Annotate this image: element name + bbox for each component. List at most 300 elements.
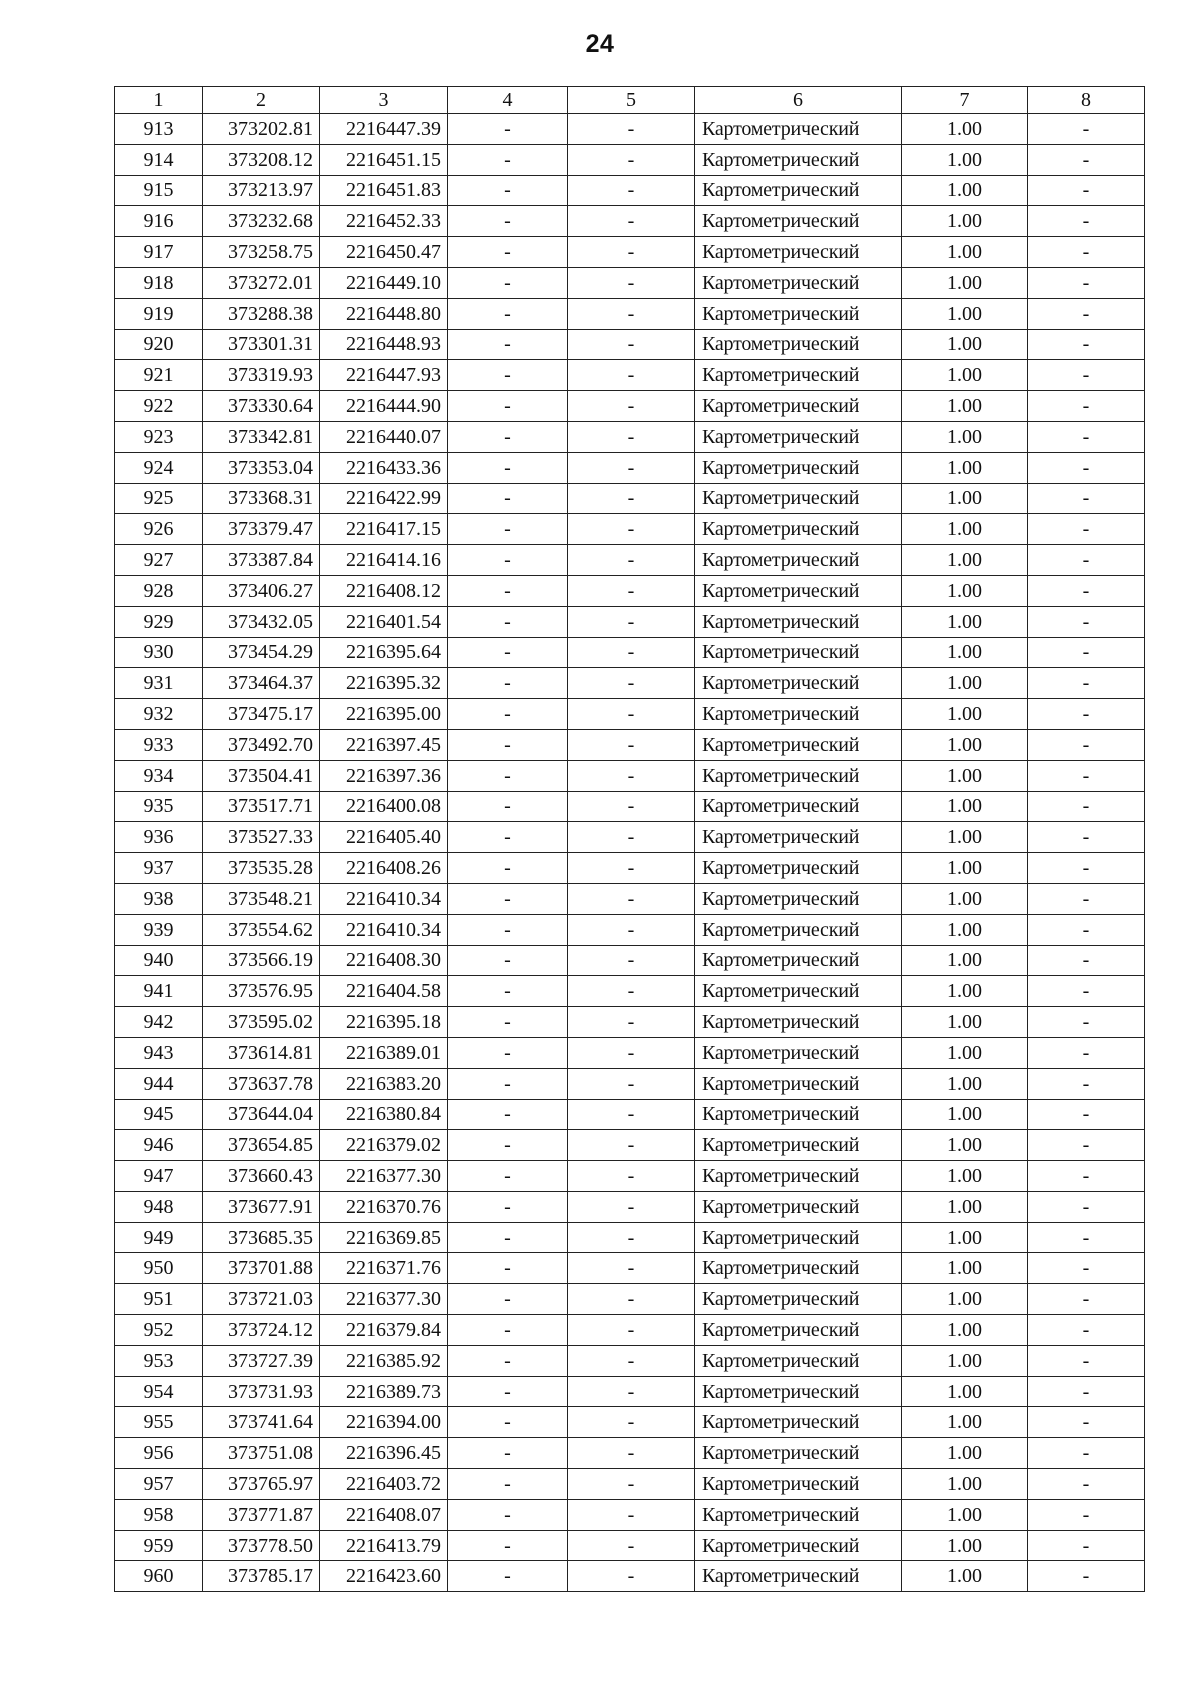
column-8-cell: - [1028, 329, 1145, 360]
column-4-cell: - [448, 1191, 568, 1222]
column-5-cell: - [568, 637, 695, 668]
table-row [115, 637, 1145, 668]
precision-cell: 1.00 [902, 144, 1028, 175]
method-cell: Картометрический [695, 452, 902, 483]
column-4-cell: - [448, 853, 568, 884]
table-row [115, 1007, 1145, 1038]
method-cell: Картометрический [695, 237, 902, 268]
x-coordinate-cell: 373644.04 [203, 1099, 320, 1130]
column-8-cell: - [1028, 945, 1145, 976]
point-number-cell: 948 [115, 1191, 203, 1222]
column-5-cell: - [568, 1530, 695, 1561]
method-cell: Картометрический [695, 391, 902, 422]
column-4-cell: - [448, 114, 568, 145]
point-number-cell: 942 [115, 1007, 203, 1038]
precision-cell: 1.00 [902, 729, 1028, 760]
x-coordinate-cell: 373368.31 [203, 483, 320, 514]
point-number-cell: 935 [115, 791, 203, 822]
precision-cell: 1.00 [902, 1253, 1028, 1284]
table-row [115, 483, 1145, 514]
method-cell: Картометрический [695, 267, 902, 298]
y-coordinate-cell: 2216397.36 [320, 760, 448, 791]
column-4-cell: - [448, 545, 568, 576]
column-4-cell: - [448, 1007, 568, 1038]
point-number-cell: 954 [115, 1376, 203, 1407]
column-8-cell: - [1028, 175, 1145, 206]
column-4-cell: - [448, 637, 568, 668]
x-coordinate-cell: 373454.29 [203, 637, 320, 668]
table-row [115, 1499, 1145, 1530]
method-cell: Картометрический [695, 637, 902, 668]
method-cell: Картометрический [695, 1469, 902, 1500]
x-coordinate-cell: 373202.81 [203, 114, 320, 145]
point-number-cell: 915 [115, 175, 203, 206]
x-coordinate-cell: 373301.31 [203, 329, 320, 360]
column-8-cell: - [1028, 883, 1145, 914]
column-8-cell: - [1028, 1315, 1145, 1346]
column-8-cell: - [1028, 1438, 1145, 1469]
y-coordinate-cell: 2216403.72 [320, 1469, 448, 1500]
precision-cell: 1.00 [902, 267, 1028, 298]
table-row [115, 1376, 1145, 1407]
column-8-cell: - [1028, 298, 1145, 329]
x-coordinate-cell: 373213.97 [203, 175, 320, 206]
column-4-cell: - [448, 1376, 568, 1407]
column-8-cell: - [1028, 514, 1145, 545]
precision-cell: 1.00 [902, 822, 1028, 853]
precision-cell: 1.00 [902, 1345, 1028, 1376]
point-number-cell: 929 [115, 606, 203, 637]
precision-cell: 1.00 [902, 483, 1028, 514]
table-row [115, 1561, 1145, 1592]
method-cell: Картометрический [695, 791, 902, 822]
coordinates-table [114, 86, 1145, 1592]
table-row [115, 945, 1145, 976]
column-8-cell: - [1028, 1499, 1145, 1530]
point-number-cell: 919 [115, 298, 203, 329]
y-coordinate-cell: 2216389.01 [320, 1037, 448, 1068]
x-coordinate-cell: 373406.27 [203, 575, 320, 606]
table-row [115, 1161, 1145, 1192]
column-4-cell: - [448, 391, 568, 422]
column-5-cell: - [568, 883, 695, 914]
precision-cell: 1.00 [902, 1037, 1028, 1068]
column-8-cell: - [1028, 1222, 1145, 1253]
x-coordinate-cell: 373727.39 [203, 1345, 320, 1376]
table-row [115, 298, 1145, 329]
column-8-cell: - [1028, 1130, 1145, 1161]
column-4-cell: - [448, 1345, 568, 1376]
table-row [115, 1438, 1145, 1469]
column-5-cell: - [568, 1561, 695, 1592]
column-4-cell: - [448, 298, 568, 329]
column-8-cell: - [1028, 1191, 1145, 1222]
column-4-cell: - [448, 1099, 568, 1130]
column-8-cell: - [1028, 267, 1145, 298]
method-cell: Картометрический [695, 1191, 902, 1222]
method-cell: Картометрический [695, 1161, 902, 1192]
column-4-cell: - [448, 914, 568, 945]
x-coordinate-cell: 373654.85 [203, 1130, 320, 1161]
table-row [115, 391, 1145, 422]
point-number-cell: 924 [115, 452, 203, 483]
y-coordinate-cell: 2216369.85 [320, 1222, 448, 1253]
method-cell: Картометрический [695, 329, 902, 360]
point-number-cell: 920 [115, 329, 203, 360]
point-number-cell: 946 [115, 1130, 203, 1161]
y-coordinate-cell: 2216451.15 [320, 144, 448, 175]
column-5-cell: - [568, 1191, 695, 1222]
precision-cell: 1.00 [902, 853, 1028, 884]
method-cell: Картометрический [695, 144, 902, 175]
x-coordinate-cell: 373566.19 [203, 945, 320, 976]
method-cell: Картометрический [695, 883, 902, 914]
precision-cell: 1.00 [902, 1099, 1028, 1130]
table-row [115, 514, 1145, 545]
table-row [115, 1191, 1145, 1222]
precision-cell: 1.00 [902, 175, 1028, 206]
point-number-cell: 959 [115, 1530, 203, 1561]
precision-cell: 1.00 [902, 945, 1028, 976]
x-coordinate-cell: 373535.28 [203, 853, 320, 884]
x-coordinate-cell: 373272.01 [203, 267, 320, 298]
precision-cell: 1.00 [902, 1499, 1028, 1530]
precision-cell: 1.00 [902, 452, 1028, 483]
table-row [115, 1407, 1145, 1438]
point-number-cell: 943 [115, 1037, 203, 1068]
column-4-cell: - [448, 1037, 568, 1068]
precision-cell: 1.00 [902, 1222, 1028, 1253]
y-coordinate-cell: 2216395.18 [320, 1007, 448, 1038]
x-coordinate-cell: 373330.64 [203, 391, 320, 422]
column-8-cell: - [1028, 1345, 1145, 1376]
precision-cell: 1.00 [902, 514, 1028, 545]
table-row [115, 668, 1145, 699]
x-coordinate-cell: 373751.08 [203, 1438, 320, 1469]
x-coordinate-cell: 373258.75 [203, 237, 320, 268]
method-cell: Картометрический [695, 1007, 902, 1038]
x-coordinate-cell: 373771.87 [203, 1499, 320, 1530]
method-cell: Картометрический [695, 114, 902, 145]
y-coordinate-cell: 2216379.02 [320, 1130, 448, 1161]
point-number-cell: 932 [115, 699, 203, 730]
method-cell: Картометрический [695, 1561, 902, 1592]
x-coordinate-cell: 373232.68 [203, 206, 320, 237]
point-number-cell: 933 [115, 729, 203, 760]
x-coordinate-cell: 373677.91 [203, 1191, 320, 1222]
precision-cell: 1.00 [902, 391, 1028, 422]
method-cell: Картометрический [695, 853, 902, 884]
method-cell: Картометрический [695, 1068, 902, 1099]
table-row [115, 452, 1145, 483]
column-4-cell: - [448, 945, 568, 976]
point-number-cell: 926 [115, 514, 203, 545]
column-5-cell: - [568, 699, 695, 730]
y-coordinate-cell: 2216440.07 [320, 421, 448, 452]
table-row [115, 1037, 1145, 1068]
table-row [115, 1099, 1145, 1130]
precision-cell: 1.00 [902, 360, 1028, 391]
x-coordinate-cell: 373504.41 [203, 760, 320, 791]
x-coordinate-cell: 373731.93 [203, 1376, 320, 1407]
y-coordinate-cell: 2216371.76 [320, 1253, 448, 1284]
column-5-cell: - [568, 1315, 695, 1346]
page-number: 24 [585, 30, 615, 58]
column-5-cell: - [568, 329, 695, 360]
y-coordinate-cell: 2216400.08 [320, 791, 448, 822]
precision-cell: 1.00 [902, 914, 1028, 945]
y-coordinate-cell: 2216380.84 [320, 1099, 448, 1130]
y-coordinate-cell: 2216449.10 [320, 267, 448, 298]
column-4-cell: - [448, 822, 568, 853]
column-4-cell: - [448, 1161, 568, 1192]
table-row [115, 606, 1145, 637]
table-row [115, 237, 1145, 268]
column-8-cell: - [1028, 914, 1145, 945]
point-number-cell: 914 [115, 144, 203, 175]
precision-cell: 1.00 [902, 575, 1028, 606]
method-cell: Картометрический [695, 945, 902, 976]
column-8-cell: - [1028, 452, 1145, 483]
method-cell: Картометрический [695, 1438, 902, 1469]
column-8-cell: - [1028, 1161, 1145, 1192]
precision-cell: 1.00 [902, 668, 1028, 699]
column-5-cell: - [568, 1068, 695, 1099]
method-cell: Картометрический [695, 1376, 902, 1407]
point-number-cell: 952 [115, 1315, 203, 1346]
column-4-cell: - [448, 575, 568, 606]
point-number-cell: 957 [115, 1469, 203, 1500]
point-number-cell: 938 [115, 883, 203, 914]
y-coordinate-cell: 2216444.90 [320, 391, 448, 422]
x-coordinate-cell: 373353.04 [203, 452, 320, 483]
table-row [115, 822, 1145, 853]
column-5-cell: - [568, 791, 695, 822]
column-4-cell: - [448, 360, 568, 391]
column-5-cell: - [568, 822, 695, 853]
table-row [115, 545, 1145, 576]
method-cell: Картометрический [695, 298, 902, 329]
column-4-cell: - [448, 699, 568, 730]
column-8-cell: - [1028, 206, 1145, 237]
table-row [115, 1345, 1145, 1376]
point-number-cell: 917 [115, 237, 203, 268]
column-8-cell: - [1028, 421, 1145, 452]
y-coordinate-cell: 2216395.00 [320, 699, 448, 730]
table-row [115, 329, 1145, 360]
x-coordinate-cell: 373785.17 [203, 1561, 320, 1592]
column-4-cell: - [448, 791, 568, 822]
point-number-cell: 940 [115, 945, 203, 976]
precision-cell: 1.00 [902, 1068, 1028, 1099]
y-coordinate-cell: 2216413.79 [320, 1530, 448, 1561]
method-cell: Картометрический [695, 545, 902, 576]
column-5-cell: - [568, 452, 695, 483]
column-5-cell: - [568, 729, 695, 760]
precision-cell: 1.00 [902, 1469, 1028, 1500]
column-4-cell: - [448, 237, 568, 268]
point-number-cell: 921 [115, 360, 203, 391]
column-4-cell: - [448, 1222, 568, 1253]
table-row [115, 1130, 1145, 1161]
x-coordinate-cell: 373527.33 [203, 822, 320, 853]
y-coordinate-cell: 2216389.73 [320, 1376, 448, 1407]
table-row [115, 729, 1145, 760]
x-coordinate-cell: 373765.97 [203, 1469, 320, 1500]
column-5-cell: - [568, 360, 695, 391]
column-5-cell: - [568, 976, 695, 1007]
method-cell: Картометрический [695, 514, 902, 545]
header-cell: 5 [568, 87, 695, 114]
x-coordinate-cell: 373701.88 [203, 1253, 320, 1284]
column-4-cell: - [448, 1253, 568, 1284]
column-8-cell: - [1028, 1407, 1145, 1438]
x-coordinate-cell: 373660.43 [203, 1161, 320, 1192]
precision-cell: 1.00 [902, 237, 1028, 268]
column-4-cell: - [448, 1315, 568, 1346]
column-8-cell: - [1028, 637, 1145, 668]
method-cell: Картометрический [695, 1407, 902, 1438]
point-number-cell: 945 [115, 1099, 203, 1130]
column-5-cell: - [568, 514, 695, 545]
precision-cell: 1.00 [902, 637, 1028, 668]
x-coordinate-cell: 373614.81 [203, 1037, 320, 1068]
precision-cell: 1.00 [902, 1438, 1028, 1469]
precision-cell: 1.00 [902, 791, 1028, 822]
header-cell: 6 [695, 87, 902, 114]
method-cell: Картометрический [695, 699, 902, 730]
column-8-cell: - [1028, 391, 1145, 422]
column-8-cell: - [1028, 360, 1145, 391]
column-8-cell: - [1028, 1068, 1145, 1099]
precision-cell: 1.00 [902, 1376, 1028, 1407]
point-number-cell: 953 [115, 1345, 203, 1376]
point-number-cell: 913 [115, 114, 203, 145]
column-4-cell: - [448, 144, 568, 175]
column-4-cell: - [448, 483, 568, 514]
x-coordinate-cell: 373342.81 [203, 421, 320, 452]
y-coordinate-cell: 2216383.20 [320, 1068, 448, 1099]
x-coordinate-cell: 373475.17 [203, 699, 320, 730]
point-number-cell: 937 [115, 853, 203, 884]
method-cell: Картометрический [695, 360, 902, 391]
header-cell: 3 [320, 87, 448, 114]
column-8-cell: - [1028, 791, 1145, 822]
y-coordinate-cell: 2216447.39 [320, 114, 448, 145]
precision-cell: 1.00 [902, 1161, 1028, 1192]
column-4-cell: - [448, 883, 568, 914]
method-cell: Картометрический [695, 1037, 902, 1068]
precision-cell: 1.00 [902, 606, 1028, 637]
method-cell: Картометрический [695, 1130, 902, 1161]
table-body [115, 114, 1145, 1592]
column-5-cell: - [568, 1376, 695, 1407]
table-row [115, 914, 1145, 945]
x-coordinate-cell: 373319.93 [203, 360, 320, 391]
precision-cell: 1.00 [902, 545, 1028, 576]
y-coordinate-cell: 2216452.33 [320, 206, 448, 237]
column-4-cell: - [448, 1438, 568, 1469]
precision-cell: 1.00 [902, 699, 1028, 730]
table-row [115, 1530, 1145, 1561]
header-cell: 1 [115, 87, 203, 114]
column-4-cell: - [448, 206, 568, 237]
column-5-cell: - [568, 1438, 695, 1469]
column-5-cell: - [568, 114, 695, 145]
precision-cell: 1.00 [902, 1561, 1028, 1592]
column-4-cell: - [448, 421, 568, 452]
precision-cell: 1.00 [902, 1530, 1028, 1561]
table-row [115, 206, 1145, 237]
column-8-cell: - [1028, 1037, 1145, 1068]
table-row [115, 853, 1145, 884]
column-4-cell: - [448, 606, 568, 637]
x-coordinate-cell: 373432.05 [203, 606, 320, 637]
method-cell: Картометрический [695, 822, 902, 853]
column-4-cell: - [448, 175, 568, 206]
point-number-cell: 960 [115, 1561, 203, 1592]
table-row [115, 1068, 1145, 1099]
point-number-cell: 958 [115, 1499, 203, 1530]
column-4-cell: - [448, 1130, 568, 1161]
table-row [115, 1284, 1145, 1315]
table-row [115, 1253, 1145, 1284]
header-cell: 4 [448, 87, 568, 114]
header-cell: 7 [902, 87, 1028, 114]
point-number-cell: 931 [115, 668, 203, 699]
column-5-cell: - [568, 1161, 695, 1192]
point-number-cell: 947 [115, 1161, 203, 1192]
precision-cell: 1.00 [902, 421, 1028, 452]
method-cell: Картометрический [695, 1253, 902, 1284]
method-cell: Картометрический [695, 421, 902, 452]
header-cell: 8 [1028, 87, 1145, 114]
point-number-cell: 928 [115, 575, 203, 606]
column-5-cell: - [568, 1037, 695, 1068]
column-8-cell: - [1028, 1376, 1145, 1407]
x-coordinate-cell: 373288.38 [203, 298, 320, 329]
y-coordinate-cell: 2216408.07 [320, 1499, 448, 1530]
x-coordinate-cell: 373464.37 [203, 668, 320, 699]
y-coordinate-cell: 2216448.80 [320, 298, 448, 329]
table-row [115, 267, 1145, 298]
column-4-cell: - [448, 976, 568, 1007]
y-coordinate-cell: 2216410.34 [320, 883, 448, 914]
column-8-cell: - [1028, 606, 1145, 637]
point-number-cell: 956 [115, 1438, 203, 1469]
y-coordinate-cell: 2216422.99 [320, 483, 448, 514]
column-8-cell: - [1028, 114, 1145, 145]
method-cell: Картометрический [695, 760, 902, 791]
y-coordinate-cell: 2216404.58 [320, 976, 448, 1007]
y-coordinate-cell: 2216408.12 [320, 575, 448, 606]
point-number-cell: 951 [115, 1284, 203, 1315]
x-coordinate-cell: 373492.70 [203, 729, 320, 760]
y-coordinate-cell: 2216397.45 [320, 729, 448, 760]
column-5-cell: - [568, 1499, 695, 1530]
precision-cell: 1.00 [902, 114, 1028, 145]
column-8-cell: - [1028, 1099, 1145, 1130]
precision-cell: 1.00 [902, 1407, 1028, 1438]
precision-cell: 1.00 [902, 1315, 1028, 1346]
column-5-cell: - [568, 853, 695, 884]
method-cell: Картометрический [695, 1222, 902, 1253]
method-cell: Картометрический [695, 976, 902, 1007]
table-header-row [115, 87, 1145, 114]
method-cell: Картометрический [695, 1345, 902, 1376]
method-cell: Картометрический [695, 1499, 902, 1530]
column-5-cell: - [568, 144, 695, 175]
